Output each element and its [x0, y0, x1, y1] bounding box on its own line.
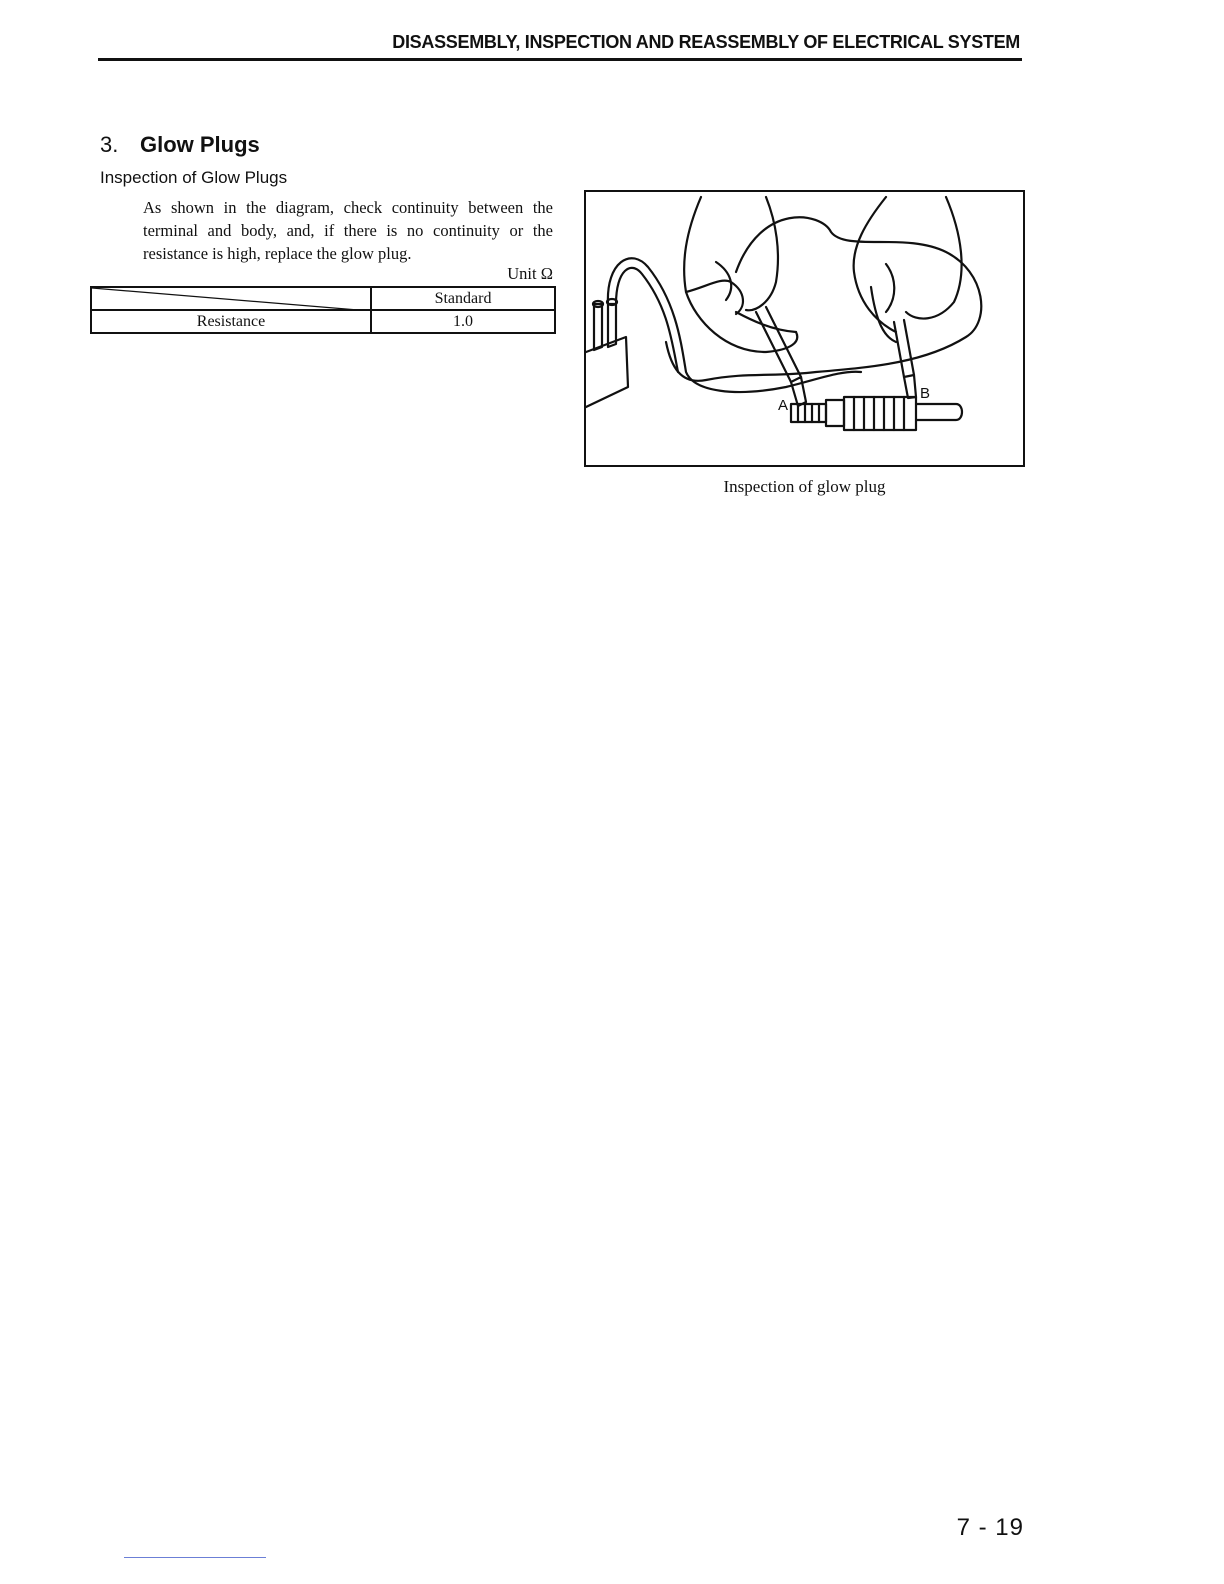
body-paragraph: As shown in the diagram, check continuity between the terminal and body, and, if there is no continuity or the resistance is high, replace the glow plug.	[143, 198, 553, 263]
probe-label-b: B	[920, 385, 931, 402]
section-number: 3.	[100, 132, 119, 157]
page-number: 7 - 19	[956, 1514, 1024, 1541]
spec-table-corner-cell	[91, 287, 371, 310]
corner-diagonal	[92, 288, 370, 311]
probe-label-a: A	[778, 397, 789, 414]
unit-label: Unit Ω	[507, 264, 553, 283]
header-rule	[98, 58, 1022, 61]
table-row	[91, 310, 555, 333]
spec-table-row-value: 1.0	[371, 310, 555, 333]
spec-table-header-row	[91, 287, 555, 310]
figure-frame	[584, 190, 1025, 467]
spec-table-row-label: Resistance	[91, 310, 371, 333]
section-title-text: Glow Plugs	[140, 132, 260, 157]
subsection-title: Inspection of Glow Plugs	[100, 168, 288, 187]
page-header-title: DISASSEMBLY, INSPECTION AND REASSEMBLY OF ELECTRICAL SYSTEM	[392, 32, 1020, 52]
section-title	[100, 132, 260, 158]
figure-caption: Inspection of glow plug	[723, 477, 886, 496]
glow-plug-inspection-illustration	[586, 192, 1023, 465]
spec-table	[90, 286, 556, 334]
spec-table-column-header: Standard	[371, 287, 555, 310]
footer-line	[124, 1557, 266, 1558]
